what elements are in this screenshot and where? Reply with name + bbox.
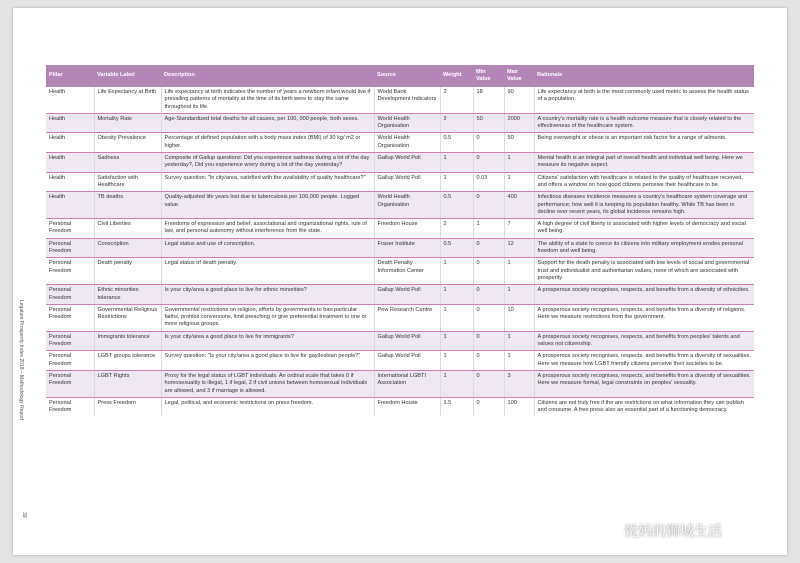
cell-min-value: 0 [473,192,504,219]
table-row [46,172,754,192]
table-row [46,192,754,219]
cell-source: Gallup World Poll [374,351,440,371]
cell-rationale: Citizens' satisfaction with healthcare is related to the quality of healthcare received, and offers a window on how good citizens perceive their healthcare to be. [534,172,754,192]
header-description: Description [161,65,374,87]
cell-variable-label: TB deaths [94,192,161,219]
cell-source: Freedom House [374,397,440,416]
table-row [46,285,754,305]
cell-max-value: 100 [504,397,534,416]
cell-rationale: Infectious diseases incidence measures a country's healthcare system coverage and performance; how well it is keeping its population healthy. While TB has been in decline over recent years, its global incidence remains high. [534,192,754,219]
cell-description: Legal, political, and economic restrictions on press freedom. [161,397,374,416]
cell-min-value: 0 [473,285,504,305]
cell-source: Gallup World Poll [374,285,440,305]
cell-variable-label: Civil Liberties [94,219,161,239]
cell-min-value: 0 [473,304,504,331]
cell-max-value: 1 [504,331,534,351]
cell-max-value: 1 [504,172,534,192]
cell-min-value: 1 [473,219,504,239]
cell-weight: 1 [440,153,473,173]
cell-rationale: The ability of a state to coerce its citizens into military employment erodes personal freedom and well being. [534,238,754,258]
cell-pillar: Personal Freedom [46,304,94,331]
cell-description: Life expectancy at birth indicates the number of years a newborn infant would live if prevailing patterns of mortality at the time of its birth were to stay the same throughout its life. [161,87,374,113]
cell-variable-label: Life Expectancy at Birth [94,87,161,113]
header-source: Source [374,65,440,87]
cell-min-value: 0 [473,258,504,285]
cell-source: Fraser Institute [374,238,440,258]
cell-description: Legal status and use of conscription. [161,238,374,258]
cell-min-value: 0 [473,331,504,351]
cell-variable-label: Conscription [94,238,161,258]
cell-rationale: Citizens are not truly free if the are restrictions on what information they can publish and consume. A free press also an essential part of a functioning democracy. [537,399,744,414]
cell-weight: 1.5 [440,397,473,416]
header-max-value: Max Value [504,65,534,87]
cell-source: International LGBTI Association [374,370,440,397]
cell-pillar: Health [46,133,94,153]
cell-weight: 0.5 [440,192,473,219]
cell-variable-label: Press Freedom [94,397,161,416]
cell-weight: 1 [440,285,473,305]
cell-max-value: 1 [504,285,534,305]
cell-pillar: Personal Freedom [46,351,94,371]
cell-pillar: Health [46,192,94,219]
cell-description: Quality-adjusted life years lost due to tuberculosis per 100,000 people. Logged value. [161,192,374,219]
table-row [46,87,754,113]
cell-description: Composite of Gallup questions: Did you experience sadness during a lot of the day yesterday?, Did you experience worry during a lot of the day yesterday? [161,153,374,173]
header-min-value: Min Value [473,65,504,87]
cell-description: Survey question: "Is your city/area a good place to live for gay/lesbian people?" [161,351,374,371]
cell-max-value: 12 [504,238,534,258]
cell-weight: 2 [440,113,473,133]
cell-variable-label: Mortality Rate [94,113,161,133]
cell-rationale: A prosperous society recognises, respects, and benefits from a diversity of sexualities. Here we measure how LGBT friendly citizens perceive their societies to be. [534,351,754,371]
table-row [46,351,754,371]
cell-max-value: 1 [504,258,534,285]
cell-min-value: 0 [473,153,504,173]
cell-weight: 1 [440,258,473,285]
cell-variable-label: Satisfaction with Healthcare [94,172,161,192]
cell-min-value: 0 [473,397,504,416]
table-row [46,331,754,351]
cell-description: Proxy for the legal status of LGBT individuals. An ordinal scale that takes 0 if homosexuality is illegal, 1 if legal, 2 if civil unions between homosexual individuals are allowed, and 3 if marriage is allowed. [161,370,374,397]
cell-source: World Health Organisation [374,133,440,153]
cell-variable-label: Sadness [94,153,161,173]
cell-min-value: 0 [473,351,504,371]
cell-source: Gallup World Poll [374,153,440,173]
cell-description: Is your city/area a good place to live for immigrants? [161,331,374,351]
cell-min-value: 0 [473,238,504,258]
cell-variable-label: Ethnic minorities tolerance [94,285,161,305]
cell-max-value: 1 [504,351,534,371]
cell-max-value: 50 [504,133,534,153]
table-row [46,238,754,258]
cell-rationale: Mental health is an integral part of overall health and individual well being. Here we measure its negative aspect. [534,153,754,173]
table-row [46,219,754,239]
cell-min-value: 18 [473,87,504,113]
cell-rationale: Life expectancy at birth is the most commonly used metric to assess the health status of a population. [534,87,754,113]
cell-source: World Health Organisation [374,192,440,219]
cell-description: Age-Standardized total deaths for all causes, per 100, 000 people, both sexes. [161,113,374,133]
table-header-row [46,65,754,87]
cell-description: Percentage of defined population with a body mass index (BMI) of 30 kg/ m2 or higher. [161,133,374,153]
cell-variable-label: Immigrants tolerance [94,331,161,351]
cell-pillar: Personal Freedom [46,238,94,258]
cell-pillar: Health [46,172,94,192]
wechat-icon [600,523,620,539]
watermark [600,521,722,541]
header-pillar: Pillar [46,65,94,87]
cell-pillar: Personal Freedom [46,331,94,351]
cell-max-value: 2000 [504,113,534,133]
header-weight: Weight [440,65,473,87]
cell-max-value: 7 [504,219,534,239]
cell-description: Legal status of death penalty. [161,258,374,285]
cell-min-value: 0 [473,370,504,397]
cell-rationale: A prosperous society recognises, respects, and benefits from a diversity of religions. Here we measure restrictions from the government. [534,304,754,331]
header-rationale: Rationale [534,65,754,87]
cell-weight: 2 [440,87,473,113]
cell-pillar: Health [46,87,94,113]
cell-weight: 1 [440,172,473,192]
cell-pillar: Personal Freedom [46,258,94,285]
cell-rationale: Being overweight or obese is an important risk factor for a range of ailments. [534,133,754,153]
cell-pillar: Health [46,113,94,133]
cell-description: Freedoms of expression and belief, associational and organizational rights, rule of law, and personal autonomy without interference from the state. [161,219,374,239]
table-row [46,397,754,416]
cell-weight: 0.5 [440,133,473,153]
cell-rationale: A prosperous society recognises, respects, and benefits from peoples' talents and values not citizenship. [534,331,754,351]
table-row [46,258,754,285]
cell-weight: 1 [440,304,473,331]
cell-max-value: 3 [504,370,534,397]
cell-description: Governmental restrictions on religion, efforts by governments to ban particular faiths, prohibit conversions, limit preaching or give preferential treatment to one or more religious groups. [161,304,374,331]
cell-weight: 0.5 [440,238,473,258]
cell-pillar: Personal Freedom [46,285,94,305]
cell-weight: 1 [440,351,473,371]
cell-pillar: Personal Freedom [46,219,94,239]
cell-variable-label: Obesity Prevalence [94,133,161,153]
cell-max-value: 90 [504,87,534,113]
cell-source: Freedom House [374,219,440,239]
cell-source: Death Penalty Information Center [374,258,440,285]
cell-weight: 2 [440,219,473,239]
cell-weight: 1 [440,331,473,351]
table-row [46,113,754,133]
cell-source: Pew Research Centre [374,304,440,331]
cell-source: World Bank Development Indicators [374,87,440,113]
cell-rationale: A high degree of civil liberty is associated with higher levels of democracy and social well being. [534,219,754,239]
cell-min-value: 0.03 [473,172,504,192]
table-row [46,153,754,173]
cell-max-value: 400 [504,192,534,219]
cell-pillar: Personal Freedom [46,370,94,397]
cell-min-value: 50 [473,113,504,133]
cell-max-value: 10 [504,304,534,331]
watermark-text: 悦妈的狮城生活 [624,523,722,539]
cell-min-value: 0 [473,133,504,153]
table-row [46,370,754,397]
cell-description: Survey question: "In city/area, satisfied with the availability of quality healthcare?" [161,172,374,192]
cell-weight: 1 [440,370,473,397]
cell-pillar: Health [46,153,94,173]
header-variable-label: Variable Label [94,65,161,87]
cell-variable-label: Governmental Religious Restrictions [94,304,161,331]
cell-source: World Health Organisation [374,113,440,133]
cell-rationale: A prosperous society recognises, respects, and benefits from a diversity of ethnicities. [534,285,754,305]
cell-pillar: Personal Freedom [46,397,94,416]
methodology-table [46,65,754,416]
cell-rationale: Support for the death penalty is associated with low levels of social and governmental trust and individualist and authoritarian values, none of which are associated with prosperity. [534,258,754,285]
cell-variable-label: Death penalty [94,258,161,285]
cell-variable-label: LGBT groups tolerance [94,351,161,371]
cell-max-value: 1 [504,153,534,173]
cell-source: Gallup World Poll [374,172,440,192]
table-row [46,133,754,153]
cell-rationale: A country's mortality rate is a health outcome measure that is closely related to the effectiveness of the healthcare system. [534,113,754,133]
page-number: 39 [21,512,27,518]
running-title: Legatum Prosperity Index 2018 – Methodology Report [18,300,24,421]
cell-variable-label: LGBT Rights [94,370,161,397]
table-row [46,304,754,331]
cell-rationale: A prosperous society recognises, respects, and benefits from a diversity of sexualities. Here we measure formal, legal constraints on peoples' sexuality. [534,370,754,397]
cell-description: Is your city/area a good place to live for ethnic minorities? [161,285,374,305]
cell-source: Gallup World Poll [374,331,440,351]
